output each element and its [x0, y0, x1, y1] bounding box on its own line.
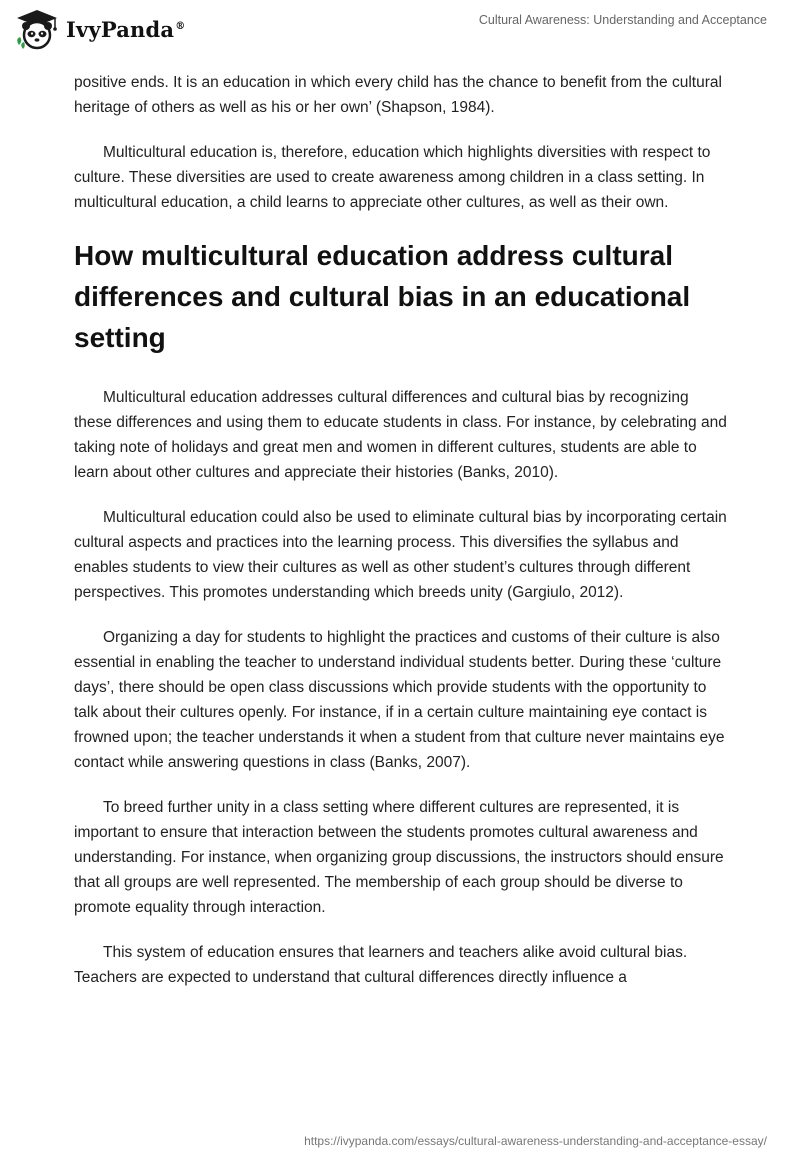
paragraph: To breed further unity in a class setting where different cultures are represented, it is important to ensure that interaction between the students promotes cultural awareness and understanding. For instance, when organizing group discussions, the instructors should ensure that all groups are well represented. The membership of each group should be diverse to promote equality through interaction. [74, 799, 724, 916]
essay-body [74, 70, 728, 1010]
paragraph: Multicultural education is, therefore, education which highlights diversities with respect to culture. These diversities are used to create awareness among children in a class setting. In multicultural education, a child learns to appreciate other cultures, as well as their own. [74, 144, 711, 211]
paragraph: Multicultural education addresses cultural differences and cultural bias by recognizing these differences and using them to educate students in class. For instance, by celebrating and taking note of holidays and great men and women in different cultures, students are able to learn about other cultures and appreciate their histories (Banks, 2010). [74, 389, 727, 481]
logo-wordmark: IvyPanda® [66, 16, 186, 42]
section-heading: How multicultural education address cultural differences and cultural bias in an educational setting [74, 240, 691, 353]
paragraph: This system of education ensures that learners and teachers alike avoid cultural bias. Teachers are expected to understand that cultural differences directly influence a [74, 944, 688, 986]
panda-graduate-icon [14, 7, 60, 51]
registered-mark: ® [175, 20, 186, 32]
source-url[interactable]: https://ivypanda.com/essays/cultural-awareness-understanding-and-acceptance-essay/ [304, 1134, 767, 1148]
page-header [0, 0, 800, 70]
ivypanda-logo[interactable] [14, 7, 185, 51]
paragraph: positive ends. It is an education in which every child has the chance to benefit from the cultural heritage of others as well as his or her own’ (Shapson, 1984). [74, 74, 722, 116]
paragraph: Multicultural education could also be used to eliminate cultural bias by incorporating certain cultural aspects and practices into the learning process. This diversifies the syllabus and enables students to view their cultures as well as other student’s cultures through different perspectives. This promotes understanding which breeds unity (Gargiulo, 2012). [74, 509, 727, 601]
document-title: Cultural Awareness: Understanding and Acceptance [478, 13, 767, 27]
paragraph: Organizing a day for students to highlight the practices and customs of their culture is also essential in enabling the teacher to understand individual students better. During these ‘culture days’, there should be open class discussions which provide students with the opportunity to talk about their cultures openly. For instance, if in a certain culture maintaining eye contact is frowned upon; the teacher understands it when a student from that culture never maintains eye contact while answering questions in class (Banks, 2007). [74, 629, 725, 771]
